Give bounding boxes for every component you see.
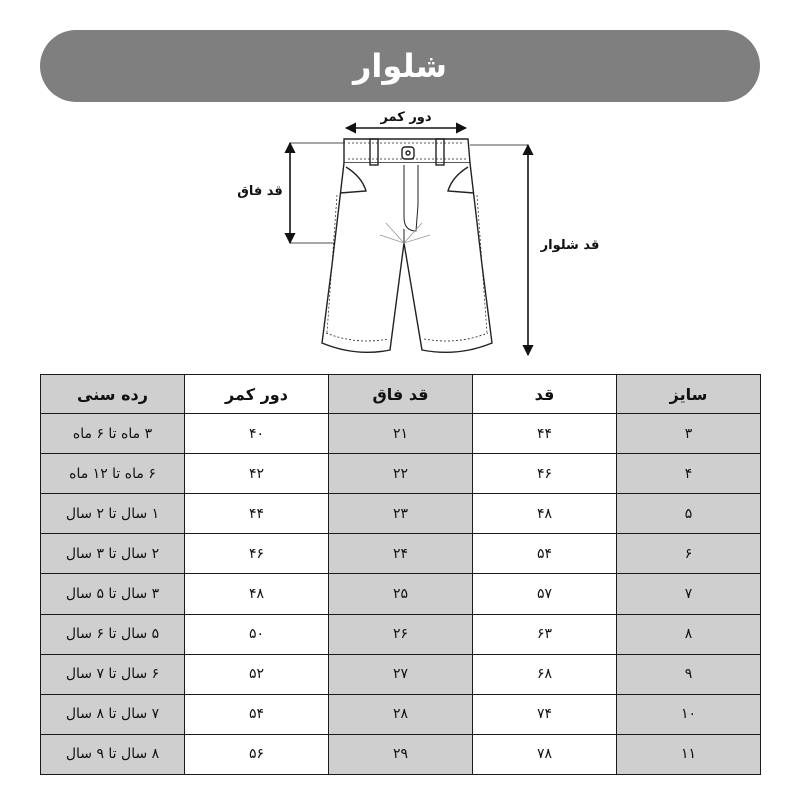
cell-length: ۶۸ xyxy=(473,654,617,694)
cell-length: ۵۷ xyxy=(473,574,617,614)
table-row xyxy=(41,614,761,654)
cell-age: ۵ سال تا ۶ سال xyxy=(41,614,185,654)
cell-size: ۱۰ xyxy=(617,694,761,734)
table-row xyxy=(41,414,761,454)
cell-size: ۴ xyxy=(617,454,761,494)
cell-waist: ۴۲ xyxy=(185,454,329,494)
cell-length: ۶۳ xyxy=(473,614,617,654)
cell-rise: ۲۶ xyxy=(329,614,473,654)
cell-size: ۷ xyxy=(617,574,761,614)
table-row xyxy=(41,654,761,694)
waist-label: دور کمر xyxy=(380,110,432,125)
cell-waist: ۵۲ xyxy=(185,654,329,694)
table-row xyxy=(41,494,761,534)
cell-rise: ۲۹ xyxy=(329,734,473,774)
cell-age: ۷ سال تا ۸ سال xyxy=(41,694,185,734)
cell-rise: ۲۳ xyxy=(329,494,473,534)
cell-length: ۵۴ xyxy=(473,534,617,574)
pants-illustration xyxy=(322,139,492,352)
cell-length: ۷۸ xyxy=(473,734,617,774)
column-header-age: رده سنی xyxy=(41,375,185,414)
table-row xyxy=(41,694,761,734)
cell-size: ۵ xyxy=(617,494,761,534)
title-banner xyxy=(40,30,760,102)
cell-age: ۱ سال تا ۲ سال xyxy=(41,494,185,534)
cell-size: ۳ xyxy=(617,414,761,454)
cell-age: ۲ سال تا ۳ سال xyxy=(41,534,185,574)
table-row xyxy=(41,454,761,494)
column-header-size: سایز xyxy=(617,375,761,414)
cell-waist: ۵۰ xyxy=(185,614,329,654)
cell-rise: ۲۲ xyxy=(329,454,473,494)
cell-age: ۸ سال تا ۹ سال xyxy=(41,734,185,774)
cell-rise: ۲۵ xyxy=(329,574,473,614)
cell-waist: ۴۶ xyxy=(185,534,329,574)
cell-length: ۷۴ xyxy=(473,694,617,734)
cell-size: ۸ xyxy=(617,614,761,654)
rise-label: قد فاق xyxy=(237,184,283,199)
cell-length: ۴۸ xyxy=(473,494,617,534)
cell-age: ۶ ماه تا ۱۲ ماه xyxy=(41,454,185,494)
table-row xyxy=(41,734,761,774)
length-label: قد شلوار xyxy=(540,238,600,253)
cell-length: ۴۶ xyxy=(473,454,617,494)
cell-size: ۱۱ xyxy=(617,734,761,774)
cell-waist: ۵۴ xyxy=(185,694,329,734)
cell-rise: ۲۱ xyxy=(329,414,473,454)
cell-age: ۶ سال تا ۷ سال xyxy=(41,654,185,694)
cell-rise: ۲۴ xyxy=(329,534,473,574)
table-header-row xyxy=(41,375,761,414)
table-row xyxy=(41,534,761,574)
table-row xyxy=(41,574,761,614)
column-header-rise: قد فاق xyxy=(329,375,473,414)
cell-age: ۳ ماه تا ۶ ماه xyxy=(41,414,185,454)
cell-rise: ۲۷ xyxy=(329,654,473,694)
column-header-waist: دور کمر xyxy=(185,375,329,414)
cell-waist: ۴۴ xyxy=(185,494,329,534)
page-title: شلوار xyxy=(353,47,447,85)
size-chart-table xyxy=(40,374,761,775)
column-header-length: قد xyxy=(473,375,617,414)
cell-waist: ۴۰ xyxy=(185,414,329,454)
cell-age: ۳ سال تا ۵ سال xyxy=(41,574,185,614)
pants-diagram xyxy=(0,105,800,365)
cell-waist: ۵۶ xyxy=(185,734,329,774)
cell-size: ۶ xyxy=(617,534,761,574)
cell-size: ۹ xyxy=(617,654,761,694)
cell-waist: ۴۸ xyxy=(185,574,329,614)
cell-length: ۴۴ xyxy=(473,414,617,454)
cell-rise: ۲۸ xyxy=(329,694,473,734)
